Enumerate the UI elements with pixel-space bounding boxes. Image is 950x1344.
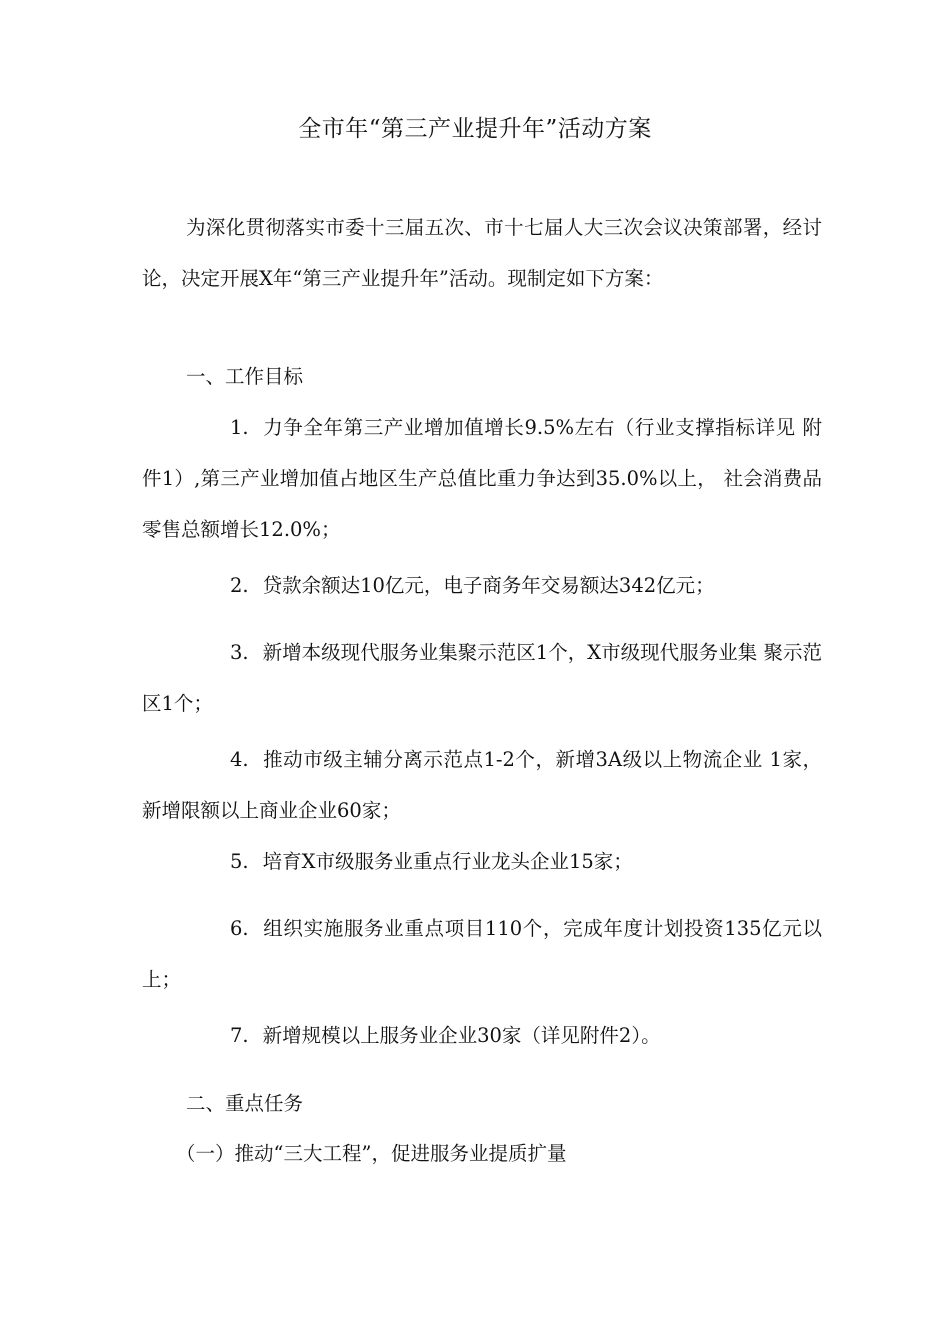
goal-item-number: 5. [230,850,249,873]
goal-item-6 [142,903,822,1005]
subsection-heading-three-projects: （一）推动“三大工程”，促进服务业提质扩量 [176,1142,567,1165]
goal-item-text: 培育X市级服务业重点行业龙头企业15家； [262,850,633,873]
goal-item-text: 新增本级现代服务业集聚示范区1个，X市级现代服务业集 聚示范区1个； [142,641,822,715]
goal-item-3 [142,627,822,729]
section-heading-tasks: 二、重点任务 [186,1092,304,1115]
goal-item-number: 7. [230,1024,249,1047]
goal-item-number: 2. [230,574,249,597]
intro-paragraph: 为深化贯彻落实市委十三届五次、市十七届人大三次会议决策部署，经讨论，决定开展X年“第三产业提升年”活动。现制定如下方案： [142,216,822,290]
goal-item-number: 6. [230,917,249,940]
goal-item-text: 新增规模以上服务业企业30家（详见附件2）。 [262,1024,661,1047]
goal-item-7 [142,1010,822,1061]
goal-item-number: 3. [230,641,249,664]
document-title: 全市年“第三产业提升年”活动方案 [298,116,652,142]
goal-item-text: 推动市级主辅分离示范点1-2个，新增3A级以上物流企业 1家，新增限额以上商业企业60家； [142,748,822,822]
goal-item-4 [142,734,822,836]
goal-item-number: 4. [230,748,249,771]
goal-item-text: 组织实施服务业重点项目110个，完成年度计划投资135亿元以上； [142,917,822,991]
goal-item-text: 力争全年第三产业增加值增长9.5%左右（行业支撑指标详见 附件1）,第三产业增加值占地区生产总值比重力争达到35.0%以上， 社会消费品零售总额增长12.0%； [142,416,822,541]
goal-item-text: 贷款余额达10亿元，电子商务年交易额达342亿元； [262,574,715,597]
goal-item-number: 1. [230,416,249,439]
goal-item-5 [142,836,822,887]
goal-item-1 [142,402,822,555]
section-heading-goals: 一、工作目标 [186,365,304,388]
goal-item-2 [142,560,822,611]
